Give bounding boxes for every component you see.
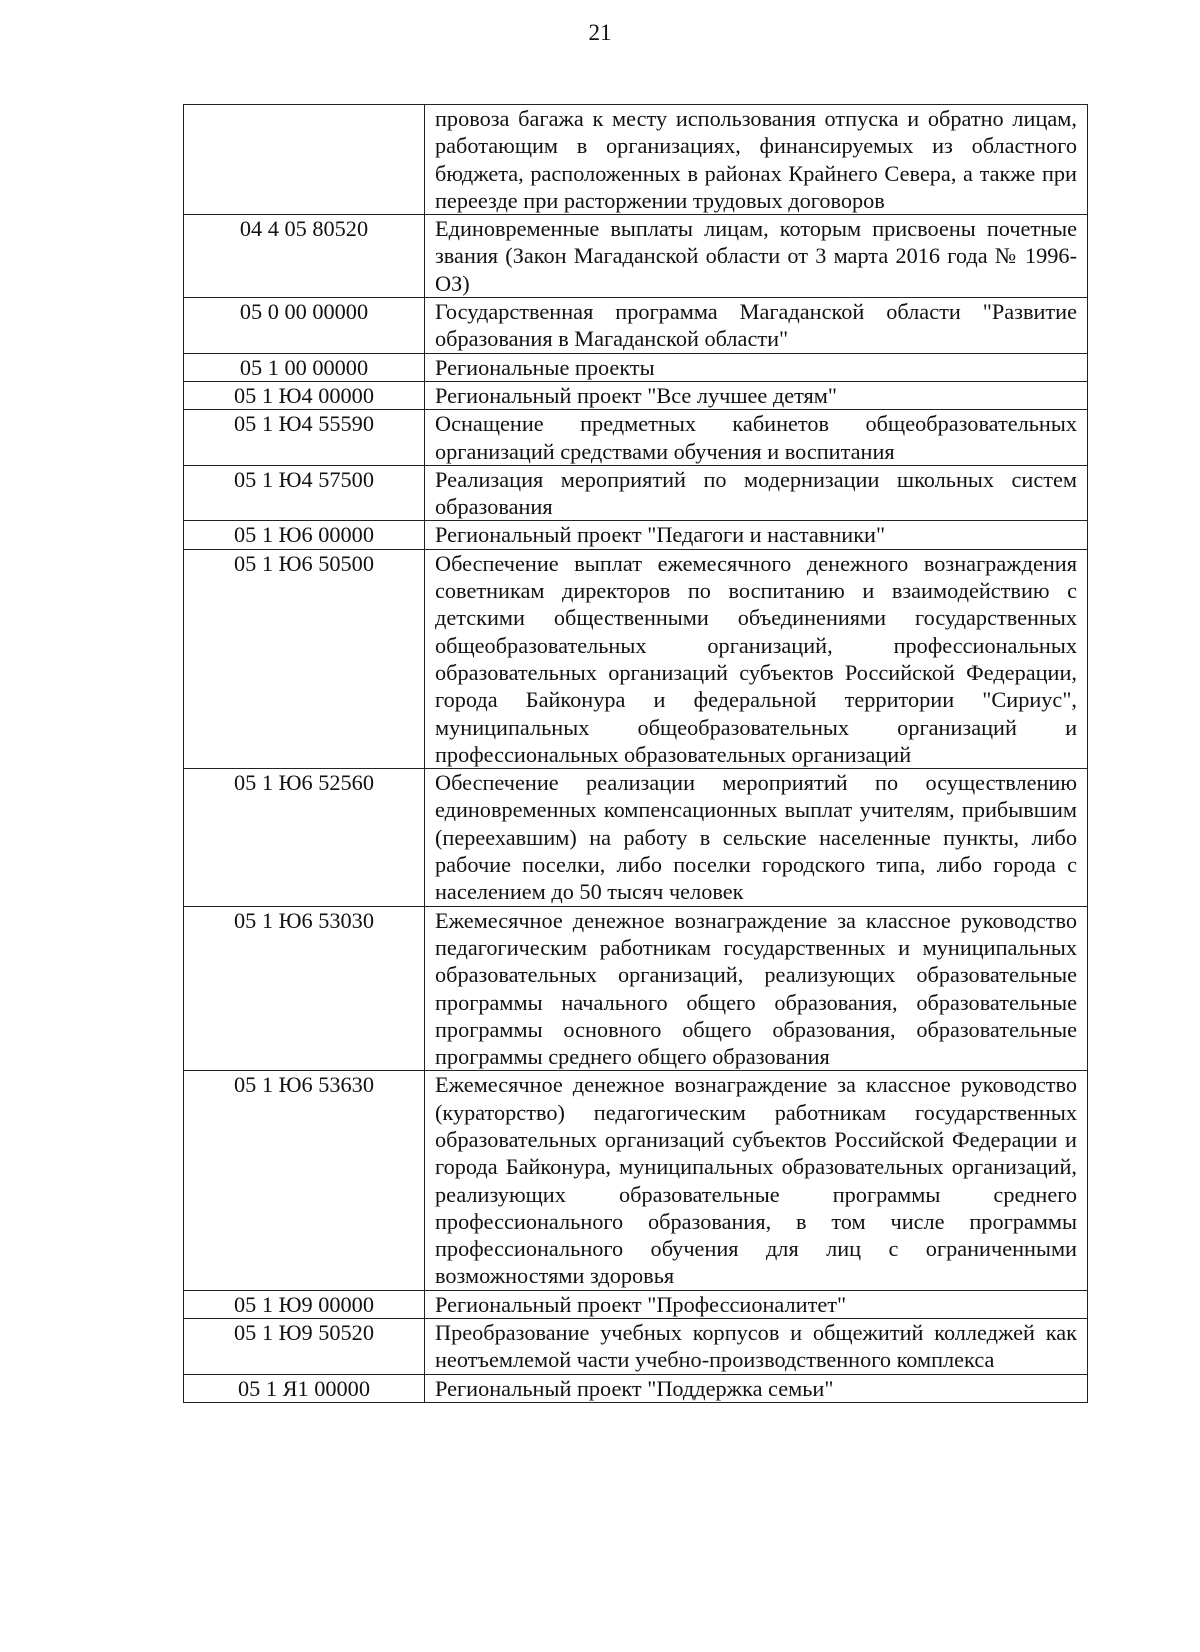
table-row [184, 353, 1088, 381]
name-cell: Обеспечение реализации мероприятий по осуществлению единовременных компенсационных выплат учителям, прибывшим (переехавшим) на работу в сельские населенные пункты, либо рабочие поселки, либо поселки городского типа, либо города с населением до 50 тысяч человек [425, 769, 1088, 906]
name-cell: Региональный проект "Педагоги и наставники" [425, 521, 1088, 549]
name-cell: Региональный проект "Все лучшее детям" [425, 381, 1088, 409]
name-cell: Ежемесячное денежное вознаграждение за классное руководство педагогическим работникам государственных и муниципальных образовательных организаций, реализующих образовательные программы начального общего образования, образовательные программы основного общего образования, образовательные программы среднего общего образования [425, 906, 1088, 1071]
page-number: 21 [588, 20, 612, 45]
name-cell: Государственная программа Магаданской области "Развитие образования в Магаданской области" [425, 298, 1088, 354]
code-cell: 05 1 Ю4 00000 [184, 381, 425, 409]
table-body [184, 105, 1088, 1403]
code-cell: 05 1 Я1 00000 [184, 1374, 425, 1402]
name-cell: Оснащение предметных кабинетов общеобразовательных организаций средствами обучения и воспитания [425, 410, 1088, 466]
table-row [184, 1071, 1088, 1290]
table-row [184, 769, 1088, 906]
code-cell: 05 1 Ю4 55590 [184, 410, 425, 466]
name-cell: Преобразование учебных корпусов и общежитий колледжей как неотъемлемой части учебно-производственного комплекса [425, 1319, 1088, 1375]
name-cell: Региональные проекты [425, 353, 1088, 381]
name-cell: Региональный проект "Поддержка семьи" [425, 1374, 1088, 1402]
table-row [184, 381, 1088, 409]
table-row [184, 215, 1088, 298]
budget-classification-table [183, 104, 1088, 1403]
table-row [184, 105, 1088, 215]
code-cell [184, 105, 425, 215]
code-cell: 05 1 00 00000 [184, 353, 425, 381]
code-cell: 04 4 05 80520 [184, 215, 425, 298]
table-row [184, 521, 1088, 549]
code-cell: 05 1 Ю6 00000 [184, 521, 425, 549]
name-cell: Обеспечение выплат ежемесячного денежного вознаграждения советникам директоров по воспитанию и взаимодействию с детскими общественными объединениями государственных общеобразовательных организаций, профессиональных образовательных организаций субъектов Российской Федерации, города Байконура и федеральной территории "Сириус", муниципальных общеобразовательных организаций и профессиональных образовательных организаций [425, 549, 1088, 768]
table-row [184, 1374, 1088, 1402]
code-cell: 05 1 Ю6 50500 [184, 549, 425, 768]
table-row [184, 410, 1088, 466]
name-cell: Региональный проект "Профессионалитет" [425, 1290, 1088, 1318]
code-cell: 05 0 00 00000 [184, 298, 425, 354]
table-row [184, 1319, 1088, 1375]
code-cell: 05 1 Ю9 00000 [184, 1290, 425, 1318]
code-cell: 05 1 Ю6 53030 [184, 906, 425, 1071]
name-cell: Реализация мероприятий по модернизации школьных систем образования [425, 465, 1088, 521]
name-cell: Ежемесячное денежное вознаграждение за классное руководство (кураторство) педагогическим работникам государственных образовательных организаций субъектов Российской Федерации и города Байконура, муниципальных образовательных организаций, реализующих образовательные программы среднего профессионального образования, в том числе программы профессионального обучения для лиц с ограниченными возможностями здоровья [425, 1071, 1088, 1290]
table-row [184, 906, 1088, 1071]
code-cell: 05 1 Ю6 52560 [184, 769, 425, 906]
table-row [184, 1290, 1088, 1318]
code-cell: 05 1 Ю4 57500 [184, 465, 425, 521]
code-cell: 05 1 Ю9 50520 [184, 1319, 425, 1375]
name-cell: Единовременные выплаты лицам, которым присвоены почетные звания (Закон Магаданской области от 3 марта 2016 года № 1996-ОЗ) [425, 215, 1088, 298]
code-cell: 05 1 Ю6 53630 [184, 1071, 425, 1290]
name-cell: провоза багажа к месту использования отпуска и обратно лицам, работающим в организациях, финансируемых из областного бюджета, расположенных в районах Крайнего Севера, а также при переезде при расторжении трудовых договоров [425, 105, 1088, 215]
table-row [184, 298, 1088, 354]
table-row [184, 549, 1088, 768]
table-row [184, 465, 1088, 521]
